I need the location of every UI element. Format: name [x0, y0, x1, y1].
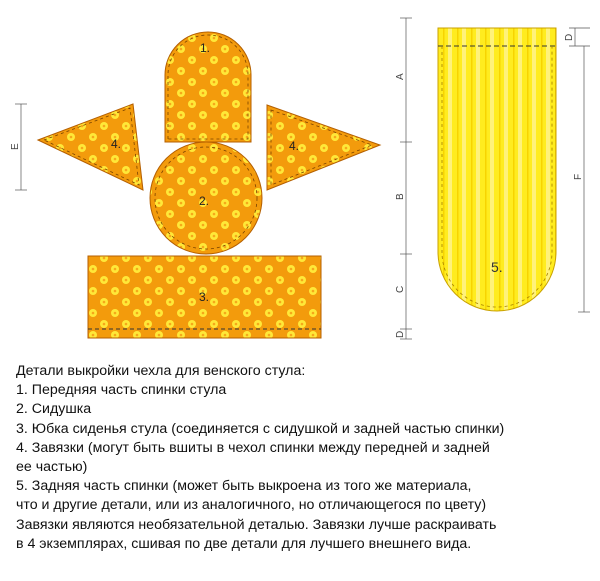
dim-label-f: F [573, 173, 584, 180]
piece-4-left-number: 4. [111, 137, 122, 151]
caption-line: что и другие детали, или из аналогичного, но отличающегося по цвету) [16, 497, 487, 514]
dim-label-c: C [395, 285, 406, 293]
piece-4-tie-right [267, 105, 380, 190]
dim-label-e: E [10, 143, 21, 150]
piece-5-number: 5. [491, 259, 503, 275]
piece-5-back-rear [438, 28, 556, 311]
caption-line: в 4 экземплярах, сшивая по две детали для лучшего внешнего вида. [16, 535, 472, 552]
piece-2-number: 2. [199, 194, 210, 208]
pattern-caption [16, 362, 596, 554]
piece-2-seat [150, 142, 262, 254]
caption-line: 2. Сидушка [16, 401, 92, 418]
caption-line: 4. Завязки (могут быть вшиты в чехол спинки между передней и задней [16, 439, 490, 456]
dim-label-a: A [395, 73, 406, 80]
piece-4-tie-left [38, 104, 143, 190]
dim-label-b: B [395, 193, 406, 200]
piece-3-number: 3. [199, 290, 210, 304]
caption-line: 3. Юбка сиденья стула (соединяется с сидушкой и задней частью спинки) [16, 420, 505, 437]
caption-line: ее частью) [16, 459, 88, 476]
dim-label-d-bottom: D [395, 330, 406, 338]
piece-4-right-number: 4. [289, 139, 300, 153]
caption-line: Завязки являются необязательной деталью. Завязки лучше раскраивать [16, 516, 497, 533]
caption-line: Детали выкройки чехла для венского стула: [16, 363, 306, 379]
caption-line: 5. Задняя часть спинки (может быть выкроена из того же материала, [16, 478, 472, 495]
piece-3-skirt [88, 256, 321, 338]
piece-1-front-back [165, 32, 251, 142]
caption-line: 1. Передняя часть спинки стула [16, 382, 227, 399]
dim-label-d-top: D [564, 33, 575, 41]
piece-1-number: 1. [200, 41, 211, 55]
